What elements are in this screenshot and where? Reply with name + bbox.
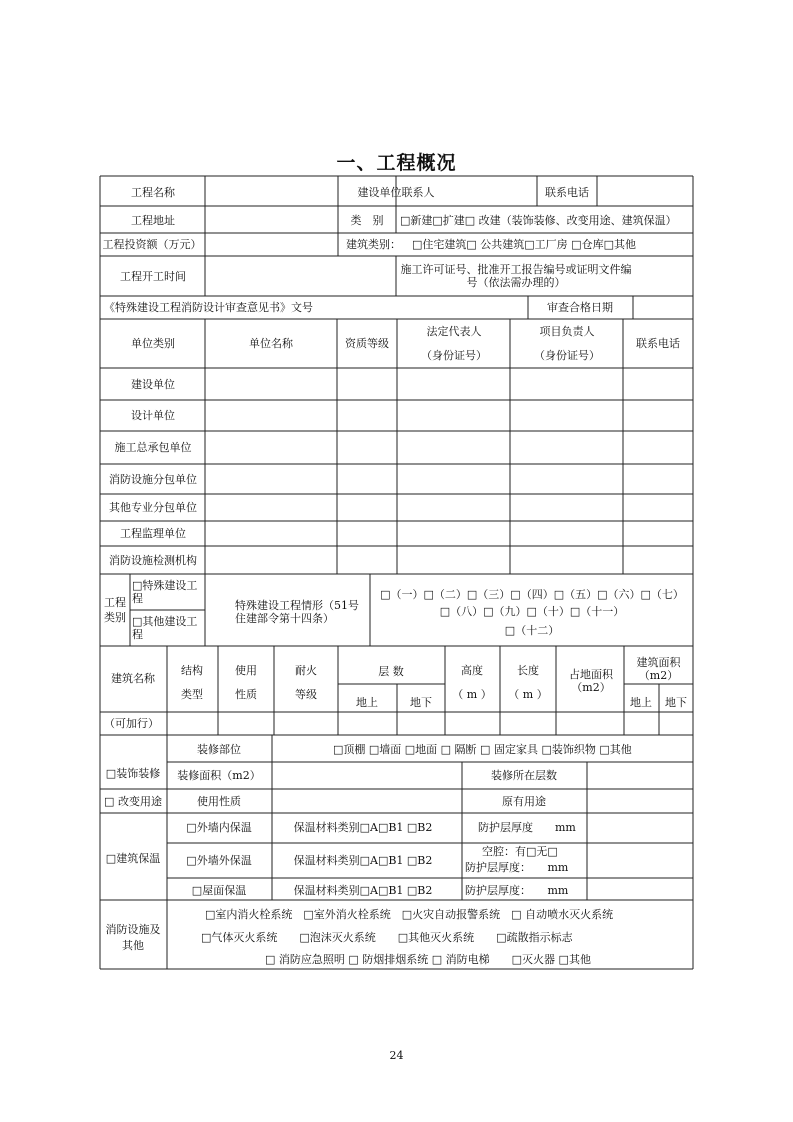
unit-row-label: 设计单位: [131, 409, 175, 422]
decoration-floor-label: 装修所在层数: [491, 769, 557, 782]
floors-above-header: 地上: [356, 696, 378, 709]
builder-contact-label: 建设单位联系人: [357, 186, 435, 199]
unit-row-label: 施工总承包单位: [114, 441, 192, 454]
unit-row-label: 建设单位: [131, 378, 175, 391]
situation-options-line2: □（八）□（九）□（十）□（十一）: [439, 605, 625, 618]
facilities-label-2: 其他: [122, 939, 144, 952]
project-leader-id-header: （身份证号）: [534, 349, 600, 362]
unit-row-label: 消防设施分包单位: [109, 473, 197, 486]
area-below-header: 地下: [665, 696, 687, 709]
fire-rating-header-2: 等级: [295, 688, 317, 701]
review-doc-label: 《特殊建设工程消防设计审查意见书》文号: [104, 301, 313, 314]
usage-header-2: 性质: [235, 688, 257, 701]
floor-area-header: 建筑面积（m2）: [636, 656, 681, 682]
building-type-label: 建筑类别：: [346, 238, 401, 251]
special-situation-label: 特殊建设工程情形（51号住建部令第十四条）: [235, 599, 359, 625]
contact-phone-label: 联系电话: [545, 186, 589, 199]
floors-below-header: 地下: [410, 696, 432, 709]
decoration-area-label: 装修面积（m2）: [177, 769, 261, 782]
special-project-option: □特殊建设工程: [132, 579, 198, 605]
decoration-part-options: □顶棚 □墙面 □地面 □ 隔断 □ 固定家具 □装饰织物 □其他: [333, 743, 632, 756]
insulation-material-3: 保温材料类别□A□B1 □B2: [293, 884, 433, 897]
page-title: 一、工程概况: [336, 152, 457, 174]
project-category-label-2: 类别: [104, 611, 126, 624]
facilities-line3: □ 消防应急照明 □ 防烟排烟系统 □ 消防电梯 □灭火器 □其他: [265, 953, 591, 966]
decoration-option: □装饰装修: [105, 767, 161, 780]
situation-options-line3: □（十二）: [504, 624, 560, 637]
insulation-material-1: 保温材料类别□A□B1 □B2: [293, 821, 433, 834]
length-unit: （ m ）: [508, 688, 548, 701]
floors-header: 层 数: [378, 665, 404, 678]
project-category-label: 工程: [104, 596, 126, 609]
structure-header-2: 类型: [181, 688, 203, 701]
unit-row-label: 其他专业分包单位: [109, 501, 197, 514]
roof-insulation-option: □屋面保温: [191, 884, 247, 897]
unit-type-header: 单位类别: [131, 337, 175, 350]
protection-thickness-2: 防护层厚度： mm: [465, 861, 569, 874]
area-above-header: 地上: [630, 696, 652, 709]
qualification-header: 资质等级: [345, 337, 389, 350]
decoration-part-label: 装修部位: [197, 743, 241, 756]
cavity-option: 空腔：有□无□: [482, 845, 558, 858]
height-unit: （ m ）: [452, 688, 492, 701]
length-header: 长度: [517, 664, 539, 677]
insulation-material-2: 保温材料类别□A□B1 □B2: [293, 854, 433, 867]
unit-row-label: 消防设施检测机构: [109, 554, 197, 567]
legal-rep-header: 法定代表人: [426, 325, 482, 338]
facilities-label: 消防设施及: [105, 923, 161, 936]
pass-date-label: 审查合格日期: [547, 301, 613, 314]
permit-label: 施工许可证号、批准开工报告编号或证明文件编号（依法需办理的）: [400, 263, 632, 289]
project-address-label: 工程地址: [131, 214, 175, 227]
start-time-label: 工程开工时间: [120, 270, 186, 283]
inner-insulation-option: □外墙内保温: [186, 821, 252, 834]
height-header: 高度: [461, 664, 483, 677]
protection-thickness-3: 防护层厚度： mm: [465, 884, 569, 897]
use-change-option: □ 改变用途: [104, 795, 162, 808]
structure-header: 结构: [181, 664, 203, 677]
other-project-option: □其他建设工程: [132, 615, 198, 641]
use-nature-label: 使用性质: [197, 795, 241, 808]
situation-options-line1: □（一）□（二）□（三）□（四）□（五）□（六）□（七）: [380, 588, 684, 601]
category-options: □新建□扩建□ 改建（装饰装修、改变用途、建筑保温）: [400, 214, 677, 227]
footprint-header: 占地面积（m2）: [569, 668, 613, 694]
project-leader-header: 项目负责人: [539, 325, 595, 338]
project-name-label: 工程名称: [131, 186, 175, 199]
unit-phone-header: 联系电话: [636, 337, 680, 350]
unit-name-header: 单位名称: [249, 337, 293, 350]
legal-rep-id-header: （身份证号）: [421, 349, 487, 362]
fire-rating-header: 耐火: [295, 664, 317, 677]
facilities-line2: □气体灭火系统 □泡沫灭火系统 □其他灭火系统 □疏散指示标志: [201, 931, 573, 944]
category-label: 类 别: [350, 214, 384, 227]
facilities-line1: □室内消火栓系统 □室外消火栓系统 □火灾自动报警系统 □ 自动喷水灭火系统: [205, 908, 614, 921]
add-row-note: （可加行）: [104, 717, 159, 730]
building-name-header: 建筑名称: [111, 672, 155, 685]
investment-label: 工程投资额（万元）: [102, 238, 202, 251]
usage-header: 使用: [235, 664, 257, 677]
unit-row-label: 工程监理单位: [120, 527, 186, 540]
original-use-label: 原有用途: [502, 795, 546, 808]
outer-insulation-option: □外墙外保温: [186, 854, 252, 867]
page-number: 24: [389, 1049, 404, 1062]
protection-thickness-1: 防护层厚度 mm: [478, 821, 576, 834]
insulation-option: □建筑保温: [105, 852, 161, 865]
building-type-options: □住宅建筑□ 公共建筑□工厂房 □仓库□其他: [412, 238, 636, 251]
